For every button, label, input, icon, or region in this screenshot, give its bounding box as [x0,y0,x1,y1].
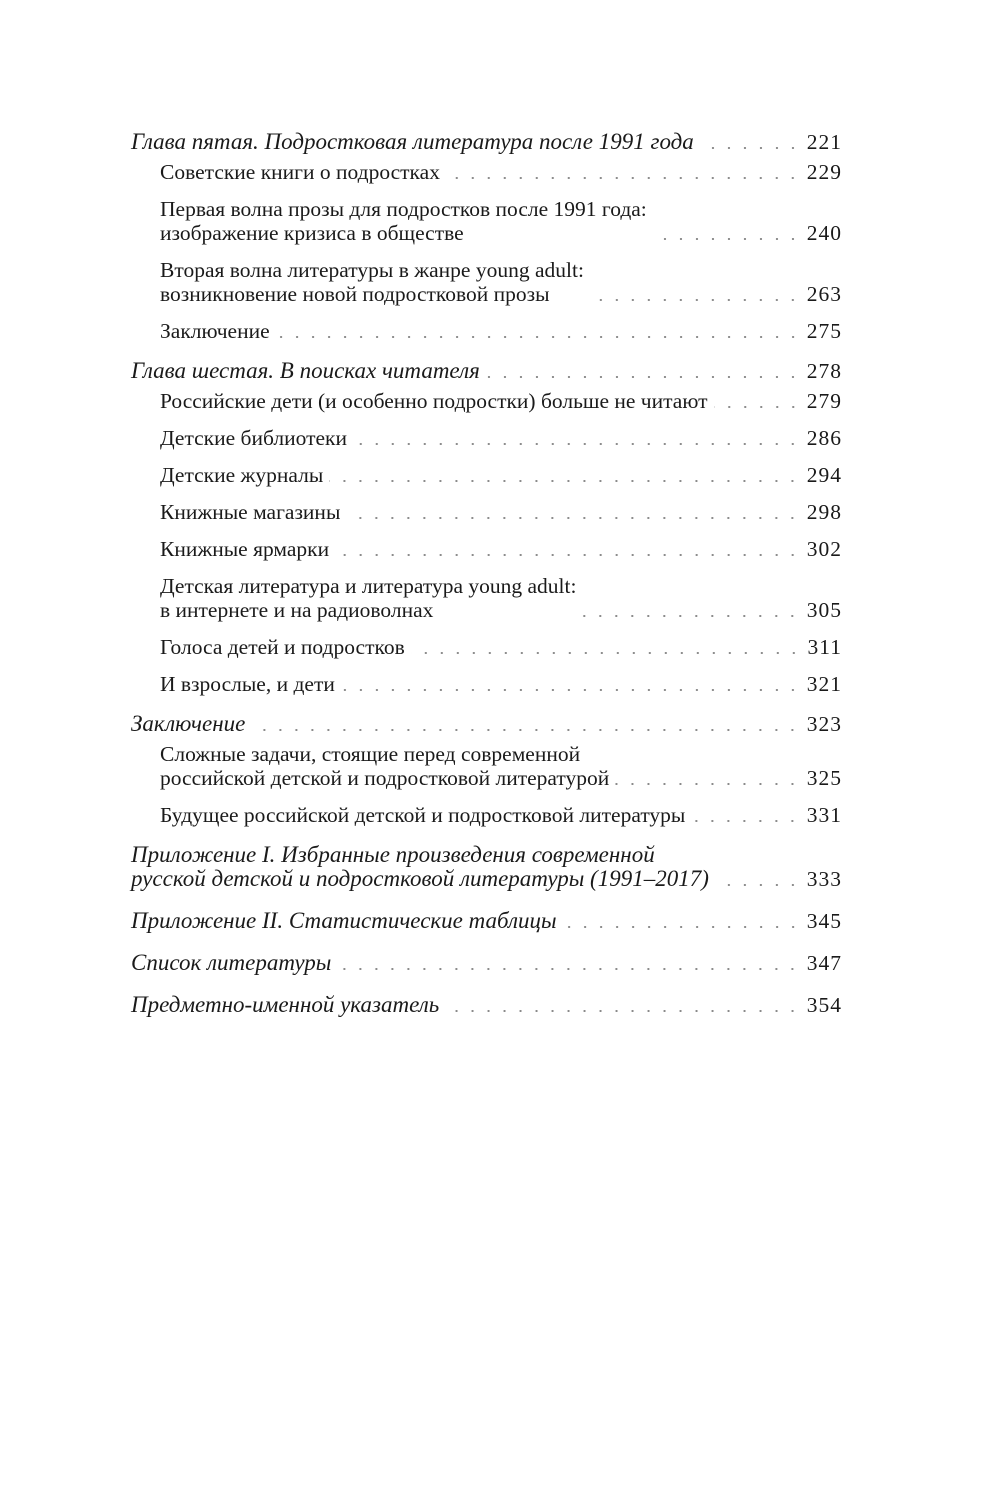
toc-page-number: 325 [806,766,842,790]
toc-entry-title: Детские библиотеки [160,426,347,450]
table-of-contents [131,130,842,1035]
toc-subentry[interactable] [131,803,842,827]
toc-subentry[interactable] [131,635,842,659]
toc-entry-title: Вторая волна литературы в жанре young adult: возникновение новой подростковой прозы [160,258,584,306]
dot-leader [337,968,800,970]
toc-subentry[interactable] [131,742,842,790]
dot-leader [251,729,800,731]
toc-section-conclusion [131,712,842,827]
dot-leader [335,554,801,556]
toc-entry-title: Заключение [160,319,270,343]
toc-appendix2-entry[interactable] [131,909,842,933]
toc-page-number: 354 [806,993,842,1017]
toc-entry-title: Заключение [131,711,246,736]
dot-leader [715,884,801,886]
toc-page-number: 331 [806,803,842,827]
dot-leader [582,615,800,617]
toc-entry-title: Приложение II. Статистические таблицы [131,908,557,933]
toc-subentry[interactable] [131,463,842,487]
toc-subentry[interactable] [131,160,842,184]
toc-entry-title: Голоса детей и подростков [160,635,405,659]
toc-page-number: 302 [806,537,842,561]
toc-entry-title: Детские журналы [160,463,324,487]
dot-leader [700,147,801,149]
toc-page-number: 275 [806,319,842,343]
toc-entry-title: Детская литература и литература young adult: в интернете и на радиоволнах [160,574,577,622]
dot-leader [445,1010,801,1012]
toc-subentry[interactable] [131,389,842,413]
toc-entry-title: Будущее российской детской и подростковой литературы [160,803,686,827]
toc-subentry[interactable] [131,500,842,524]
toc-page-number: 347 [806,951,842,975]
toc-page-number: 279 [806,389,842,413]
toc-subentry[interactable] [131,537,842,561]
toc-bibliography-entry[interactable] [131,951,842,975]
toc-page-number: 229 [806,160,842,184]
toc-entry-title: Приложение I. Избранные произведения современной русской детской и подростковой литературы (1991–2017) [131,842,709,891]
toc-entry-title: Список литературы [131,950,332,975]
toc-subentry[interactable] [131,574,842,622]
toc-entry-title: Первая волна прозы для подростков после 1991 года: изображение кризиса в обществе [160,197,647,245]
toc-page-number: 294 [806,463,842,487]
toc-chapter-entry[interactable] [131,359,842,383]
dot-leader [590,299,801,301]
toc-chapter-entry[interactable] [131,712,842,736]
toc-page-number: 240 [806,221,842,245]
dot-leader [353,443,801,445]
dot-leader [411,652,802,654]
toc-entry-title: Книжные ярмарки [160,537,330,561]
toc-page-number: 286 [806,426,842,450]
toc-entry-title: Сложные задачи, стоящие перед современной российской детской и подростковой литературой [160,742,610,790]
dot-leader [329,480,800,482]
toc-page-number: 263 [806,282,842,306]
dot-leader [341,689,801,691]
toc-page-number: 221 [806,130,842,154]
dot-leader [276,336,801,338]
dot-leader [486,376,801,378]
toc-page-number: 278 [806,359,842,383]
dot-leader [615,783,800,785]
dot-leader [563,926,801,928]
toc-page-number: 323 [806,712,842,736]
toc-subentry[interactable] [131,319,842,343]
toc-entry-title: И взрослые, и дети [160,672,335,696]
toc-entry-title: Книжные магазины [160,500,341,524]
dot-leader [446,177,801,179]
dot-leader [346,517,800,519]
toc-page-number: 333 [806,867,842,891]
toc-page-number: 305 [806,598,842,622]
toc-index-entry[interactable] [131,993,842,1017]
toc-page-number: 311 [807,635,842,659]
toc-entry-title: Глава шестая. В поисках читателя [131,358,480,383]
dot-leader [714,406,801,408]
toc-page-number: 298 [806,500,842,524]
toc-page-number: 345 [806,909,842,933]
toc-subentry[interactable] [131,258,842,306]
toc-entry-title: Советские книги о подростках [160,160,440,184]
toc-subentry[interactable] [131,426,842,450]
toc-subentry[interactable] [131,672,842,696]
dot-leader [653,238,801,240]
toc-entry-title: Предметно-именной указатель [131,992,440,1017]
toc-chapter-entry[interactable] [131,130,842,154]
dot-leader [691,820,800,822]
toc-section-chapter5 [131,130,842,343]
toc-appendix1-entry[interactable] [131,843,842,891]
toc-subentry[interactable] [131,197,842,245]
toc-entry-title: Глава пятая. Подростковая литература после 1991 года [131,129,694,154]
toc-entry-title: Российские дети (и особенно подростки) больше не читают [160,389,708,413]
toc-section-chapter6 [131,359,842,696]
toc-page-number: 321 [806,672,842,696]
